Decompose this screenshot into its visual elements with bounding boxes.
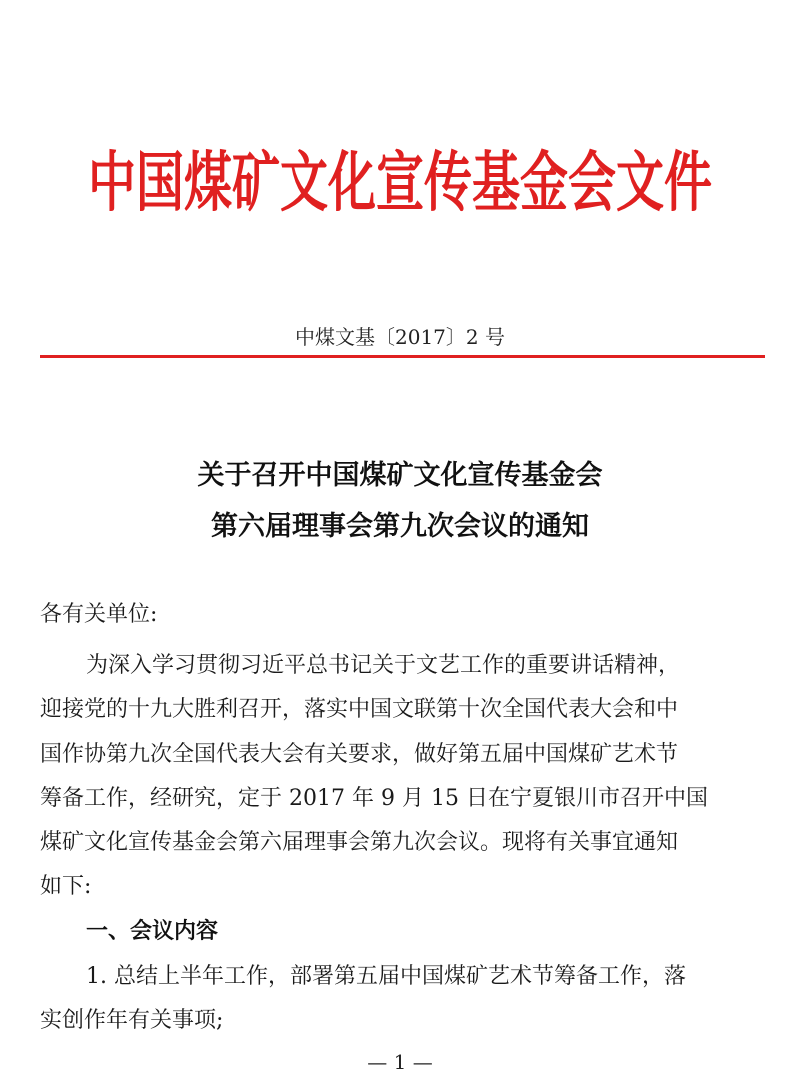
paragraph-line: 国作协第九次全国代表大会有关要求，做好第五届中国煤矿艺术节 — [40, 742, 679, 767]
document-number: 中煤文基〔2017〕2 号 — [295, 325, 505, 349]
salutation: 各有关单位: — [40, 602, 158, 627]
section-heading: 一、会议内容 — [86, 919, 219, 944]
red-divider-line — [40, 355, 765, 358]
paragraph-line: 迎接党的十九大胜利召开，落实中国文联第十次全国代表大会和中 — [40, 697, 679, 722]
paragraph-line: 筹备工作，经研究，定于 2017 年 9 月 15 日在宁夏银川市召开中国 — [40, 786, 708, 811]
page-number: — 1 — — [367, 1050, 433, 1074]
document-header-title: 中国煤矿文化宣传基金会文件 — [87, 144, 712, 221]
list-item-line: 实创作年有关事项; — [40, 1008, 224, 1033]
list-item-line: 1. 总结上半年工作，部署第五届中国煤矿艺术节筹备工作，落 — [86, 964, 686, 989]
paragraph-line: 为深入学习贯彻习近平总书记关于文艺工作的重要讲话精神， — [86, 653, 681, 678]
paragraph-line: 煤矿文化宣传基金会第六届理事会第九次会议。现将有关事宜通知 — [40, 830, 679, 855]
paragraph-line: 如下: — [40, 874, 92, 899]
notice-title-line-1: 关于召开中国煤矿文化宣传基金会 — [197, 460, 603, 491]
notice-title-line-2: 第六届理事会第九次会议的通知 — [211, 511, 589, 542]
